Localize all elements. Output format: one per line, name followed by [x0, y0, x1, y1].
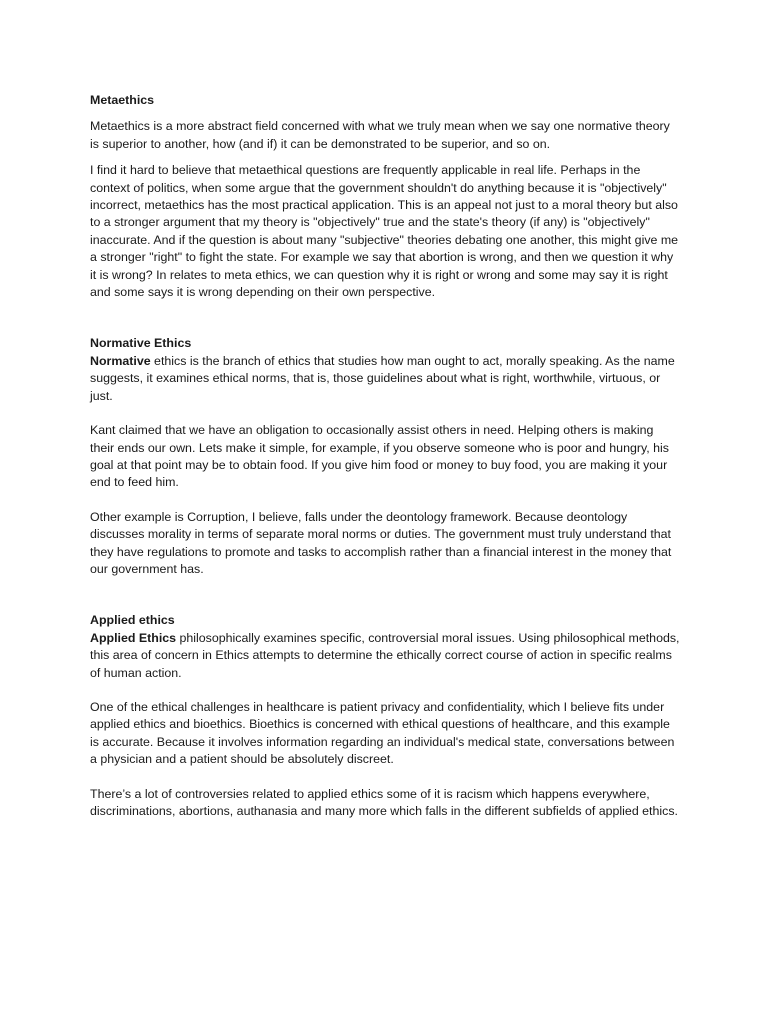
paragraph — [90, 699, 680, 769]
paragraph — [90, 786, 680, 821]
paragraph — [90, 162, 680, 301]
paragraph-lead: Applied Ethics — [90, 630, 177, 645]
paragraph — [90, 422, 680, 492]
section-heading-normative-ethics: Normative Ethics — [90, 336, 192, 351]
paragraph-text: I find it hard to believe that metaethical questions are frequently applicable in real life. Perhaps in the context of politics, when some argue that the government shouldn't do anything because it is "objectively" incorrect, metaethics has the most practical application. This is an appeal not just to a moral theory but also to a stronger argument that my theory is "objectively" true and the state's theory (if any) is "objectively" inaccurate. And if the question is about many "subjective" theories debating one another, this might give me a stronger "right" to fight the state. For example we say that abortion is wrong, and then we question it why it is wrong? In relates to meta ethics, we can question why it is right or wrong and some may say it is right and some says it is wrong depending on their own perspective. — [90, 163, 679, 300]
paragraph-text: One of the ethical challenges in healthcare is patient privacy and confidentiality, which I believe fits under applied ethics and bioethics. Bioethics is concerned with ethical questions of healthcare, and this example is accurate. Because it involves information regarding an individual's medical state, conversations between a physician and a patient should be absolutely discreet. — [90, 699, 675, 767]
paragraph — [90, 118, 680, 153]
paragraph-text: Metaethics is a more abstract field concerned with what we truly mean when we say one normative theory is superior to another, how (and if) it can be demonstrated to be superior, and so on. — [90, 119, 670, 151]
paragraph-text: philosophically examines specific, controversial moral issues. Using philosophical methods, this area of concern in Ethics attempts to determine the ethically correct course of action in specific realms of human action. — [90, 630, 680, 680]
paragraph-lead: Normative — [90, 353, 151, 368]
paragraph — [90, 353, 680, 405]
section-heading-metaethics: Metaethics — [90, 93, 155, 107]
paragraph — [90, 509, 680, 579]
section-heading-applied-ethics: Applied ethics — [90, 613, 175, 628]
document-page — [90, 92, 680, 820]
paragraph-text: Other example is Corruption, I believe, falls under the deontology framework. Because deontology discusses morality in terms of separate moral norms or duties. The government must truly understand that they have regulations to promote and tasks to accomplish rather than a financial interest in the money that our government has. — [90, 509, 672, 576]
paragraph-text: There’s a lot of controversies related to applied ethics some of it is racism which happens everywhere, discriminations, abortions, authanasia and many more which falls in the different subfields of applied ethics. — [90, 786, 678, 818]
paragraph — [90, 630, 680, 682]
paragraph-text: ethics is the branch of ethics that studies how man ought to act, morally speaking. As the name suggests, it examines ethical norms, that is, those guidelines about what is right, worthwhile, virtuous, or just. — [90, 353, 675, 403]
paragraph-text: Kant claimed that we have an obligation to occasionally assist others in need. Helping others is making their ends our own. Lets make it simple, for example, if you observe someone who is poor and hungry, his goal at that point may be to obtain food. If you give him food or money to buy food, you are making it your end to feed him. — [90, 423, 669, 490]
